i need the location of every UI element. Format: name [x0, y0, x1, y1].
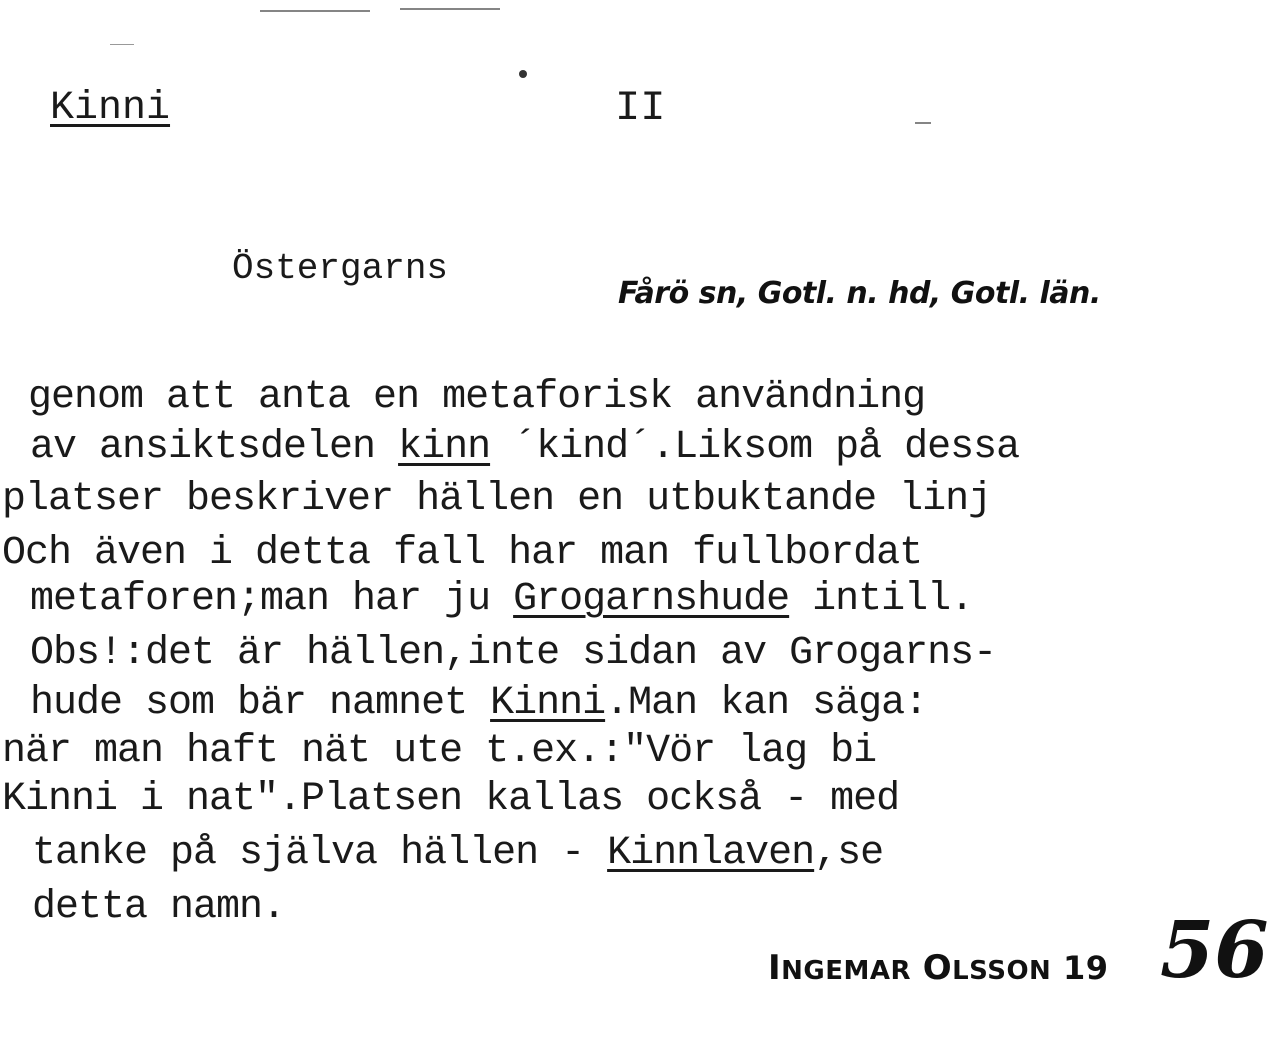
section-number: II: [615, 84, 666, 132]
body-line: hude som bär namnet Kinni.Man kan säga:: [30, 681, 928, 726]
body-line: tanke på själva hällen - Kinnlaven,se: [32, 831, 884, 876]
body-line: när man haft nät ute t.ex.:"Vör lag bi: [2, 729, 877, 774]
scan-speck: [915, 122, 931, 124]
body-line: Obs!:det är hällen,inte sidan av Grogarns-: [30, 631, 997, 676]
scan-speck: [400, 8, 500, 10]
collector-stamp: INGEMAR OLSSON 19: [768, 948, 1109, 988]
underlined-term: Grogarnshude: [513, 577, 790, 622]
underlined-term: Kinnlaven: [607, 831, 815, 876]
body-line: Och även i detta fall har man fullbordat: [2, 531, 923, 576]
handwritten-year: 56: [1160, 905, 1269, 996]
underlined-term: kinn: [398, 425, 491, 470]
headword: Kinni: [50, 86, 171, 131]
location-stamp: Fårö sn, Gotl. n. hd, Gotl. län.: [618, 276, 1101, 311]
parish-name: Östergarns: [232, 248, 449, 289]
scan-speck: [110, 44, 134, 45]
scan-speck: [260, 10, 370, 12]
body-line: Kinni i nat".Platsen kallas också - med: [2, 777, 900, 822]
body-line: genom att anta en metaforisk användning: [28, 375, 926, 420]
body-line: av ansiktsdelen kinn ´kind´.Liksom på dessa: [30, 425, 1020, 470]
body-line: platser beskriver hällen en utbuktande linj: [2, 477, 992, 522]
underlined-term: Kinni: [490, 681, 606, 726]
body-line: detta namn.: [32, 885, 286, 930]
body-line: metaforen;man har ju Grogarnshude intill.: [30, 577, 974, 622]
scan-speck: [519, 70, 527, 78]
